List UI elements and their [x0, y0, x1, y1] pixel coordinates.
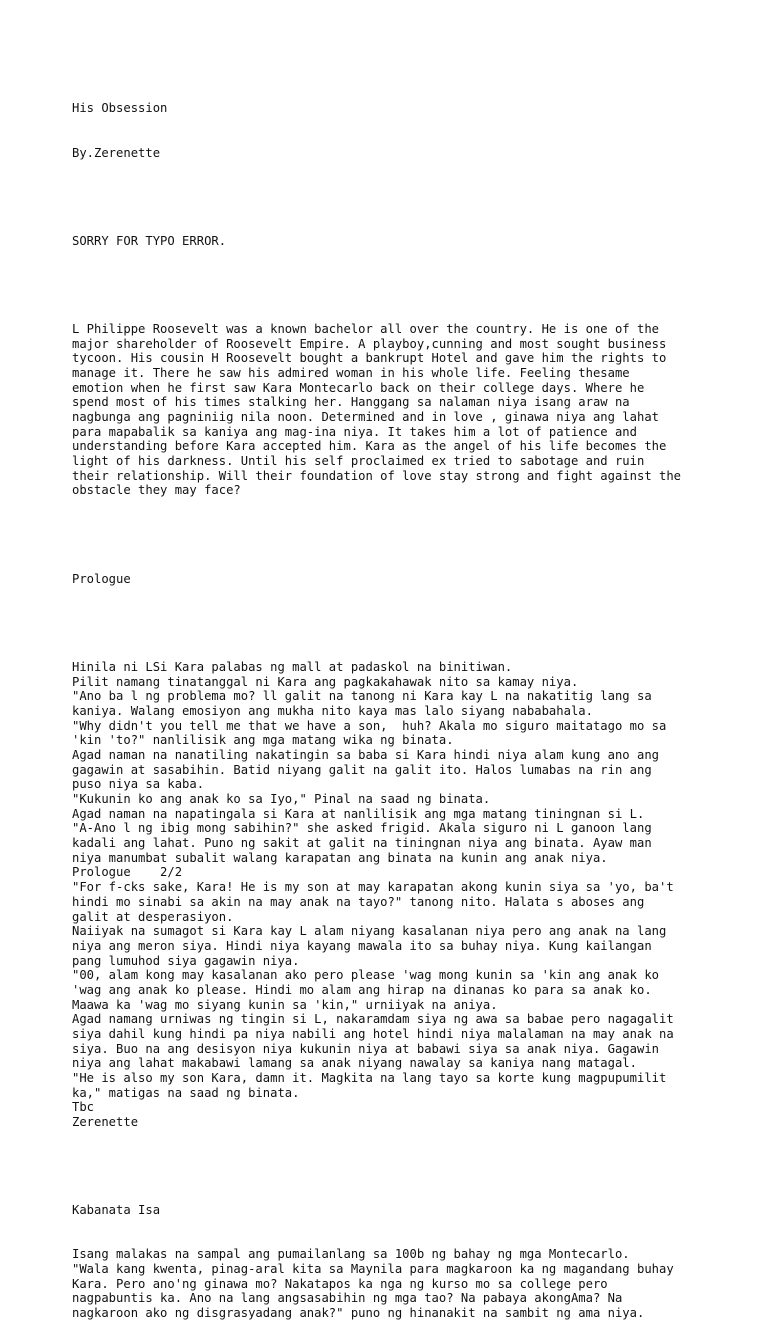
- prologue-line: siya. Buo na ang desisyon niya kukunin niya at babawi siya sa anak niya. Gagawin: [72, 1041, 659, 1056]
- synopsis-line: manage it. There he saw his admired woman in his whole life. Feeling thesame: [72, 365, 630, 380]
- blank-line: [72, 616, 712, 631]
- prologue-line: Maawa ka 'wag mo siyang kunin sa 'kin," urniiyak na aniya.: [72, 997, 498, 1012]
- chapter-line: "Wala kang kwenta, pinag-aral kita sa Maynila para magkaroon ka ng magandang buhay: [72, 1262, 674, 1277]
- prologue-line: "00, alam kong may kasalanan ako pero please 'wag mong kunin sa 'kin ang anak ko: [72, 968, 659, 983]
- prologue-line: "A-Ano l ng ibig mong sabihin?" she asked frigid. Akala siguro ni L ganoon lang: [72, 821, 652, 836]
- prologue-line: siya dahil kung hindi pa niya nabili ang hotel hindi niya malalaman na may anak na: [72, 1027, 674, 1041]
- prologue-line: kaniya. Walang emosiyon ang mukha nito kaya mas lalo siyang nababahala.: [72, 703, 593, 718]
- prologue-line: niya manumbat subalit walang karapatan ang binata na kunin ang anak niya.: [72, 850, 608, 865]
- synopsis-line: tycoon. His cousin H Roosevelt bought a bankrupt Hotel and gave him the rights to: [72, 351, 667, 366]
- prologue-line: 'kin 'to?" nanlilisik ang mga matang wika ng binata.: [72, 733, 454, 748]
- chapter-body: [72, 1247, 712, 1320]
- synopsis-paragraph: [72, 322, 712, 498]
- prologue-line: "For f-cks sake, Kara! He is my son at may karapatan akong kunin siya sa 'yo, ba't: [72, 880, 674, 895]
- synopsis-line: emotion when he first saw Kara Montecarlo back on their college days. Where he: [72, 380, 645, 395]
- prologue-line: "Why didn't you tell me that we have a son, huh? Akala mo siguro maitatago mo sa: [72, 718, 667, 733]
- synopsis-line: nagbunga ang pagniniig nila noon. Determined and in love , ginawa niya ang lahat: [72, 410, 659, 424]
- blank-line: [72, 190, 712, 205]
- prologue-line: ka," matigas na saad ng binata.: [72, 1085, 300, 1100]
- document-author: By.Zerenette: [72, 145, 161, 160]
- prologue-line: 'wag ang anak ko please. Hindi mo alam ang hirap na dinanas ko para sa anak ko.: [72, 982, 652, 997]
- synopsis-line: obstacle they may face?: [72, 483, 241, 498]
- prologue-line: Hinila ni LSi Kara palabas ng mall at padaskol na binitiwan.: [72, 659, 513, 674]
- prologue-body: [72, 660, 712, 1130]
- prologue-heading: Prologue: [72, 571, 131, 586]
- prologue-line: Agad naman na napatingala si Kara at nanlilisik ang mga matang tiningnan si L.: [72, 806, 645, 821]
- blank-line: [72, 1159, 712, 1174]
- prologue-line: Naiiyak na sumagot si Kara kay L alam niyang kasalanan niya pero ang anak na lang: [72, 924, 667, 939]
- prologue-line: "Kukunin ko ang anak ko sa Iyo," Pinal na saad ng binata.: [72, 792, 491, 806]
- prologue-line: niya ang lahat makabawi lamang sa anak niyang nawalay sa kaniya nang matagal.: [72, 1056, 637, 1071]
- chapter-line: Kara. Pero ano'ng ginawa mo? Nakatapos ka nga ng kurso mo sa college pero: [72, 1276, 608, 1291]
- synopsis-line: spend most of his times stalking her. Hanggang sa nalaman niya isang araw na: [72, 395, 630, 410]
- prologue-line: "Ano ba l ng problema mo? ll galit na tanong ni Kara kay L na nakatitig lang sa: [72, 689, 652, 704]
- chapter-line: nagpabuntis ka. Ano na lang angsasabihin ng mga tao? Na pabaya akongAma? Na: [72, 1291, 623, 1306]
- prologue-line: Zerenette: [72, 1115, 139, 1130]
- prologue-line: Pilit namang tinatanggal ni Kara ang pagkakahawak nito sa kamay niya.: [72, 674, 579, 689]
- chapter-line: nagkaroon ako ng disgrasyadang anak?" puno ng hinanakit na sambit ng ama niya.: [72, 1306, 645, 1321]
- prologue-line: Tbc: [72, 1100, 95, 1115]
- synopsis-line: their relationship. Will their foundation of love stay strong and fight against the: [72, 468, 682, 483]
- prologue-line: Agad naman na nanatiling nakatingin sa baba si Kara hindi niya alam kung ano ang: [72, 747, 659, 762]
- prologue-line: "He is also my son Kara, damn it. Magkita na lang tayo sa korte kung magpupumilit: [72, 1071, 667, 1086]
- document-page: [72, 72, 712, 1336]
- typo-note: SORRY FOR TYPO ERROR.: [72, 233, 227, 248]
- prologue-line: kadali ang lahat. Puno ng sakit at galit na tiningnan niya ang binata. Ayaw man: [72, 836, 652, 851]
- synopsis-line: understanding before Kara accepted him. Kara as the angel of his life becomes the: [72, 439, 667, 454]
- prologue-line: gagawin at sasabihin. Batid niyang galit na galit ito. Halos lumabas na rin ang: [72, 762, 652, 777]
- blank-line: [72, 528, 712, 543]
- synopsis-line: major shareholder of Roosevelt Empire. A playboy,cunning and most sought business: [72, 336, 667, 351]
- synopsis-line: L Philippe Roosevelt was a known bachelor all over the country. He is one of the: [72, 321, 659, 336]
- prologue-line: Agad namang urniwas ng tingin si L, nakaramdam siya ng awa sa babae pero nagagalit: [72, 1012, 674, 1027]
- synopsis-line: para mapabalik sa kaniya ang mag-ina niya. It takes him a lot of patience and: [72, 424, 637, 439]
- document-title: His Obsession: [72, 101, 168, 116]
- chapter-line: Isang malakas na sampal ang pumailanlang sa 100b ng bahay ng mga Montecarlo.: [72, 1247, 630, 1262]
- prologue-line: pang lumuhod siya gagawin niya.: [72, 953, 300, 968]
- chapter-heading: Kabanata Isa: [72, 1203, 161, 1218]
- prologue-line: hindi mo sinabi sa akin na may anak na tayo?" tanong nito. Halata s aboses ang: [72, 894, 645, 909]
- synopsis-line: light of his darkness. Until his self proclaimed ex tried to sabotage and ruin: [72, 454, 645, 469]
- prologue-line: galit at desperasiyon.: [72, 909, 234, 924]
- prologue-line: puso niya sa kaba.: [72, 777, 205, 792]
- prologue-line: niya ang meron siya. Hindi niya kayang mawala ito sa buhay niya. Kung kailangan: [72, 938, 652, 953]
- blank-line: [72, 278, 712, 293]
- prologue-line: Prologue 2/2: [72, 865, 183, 880]
